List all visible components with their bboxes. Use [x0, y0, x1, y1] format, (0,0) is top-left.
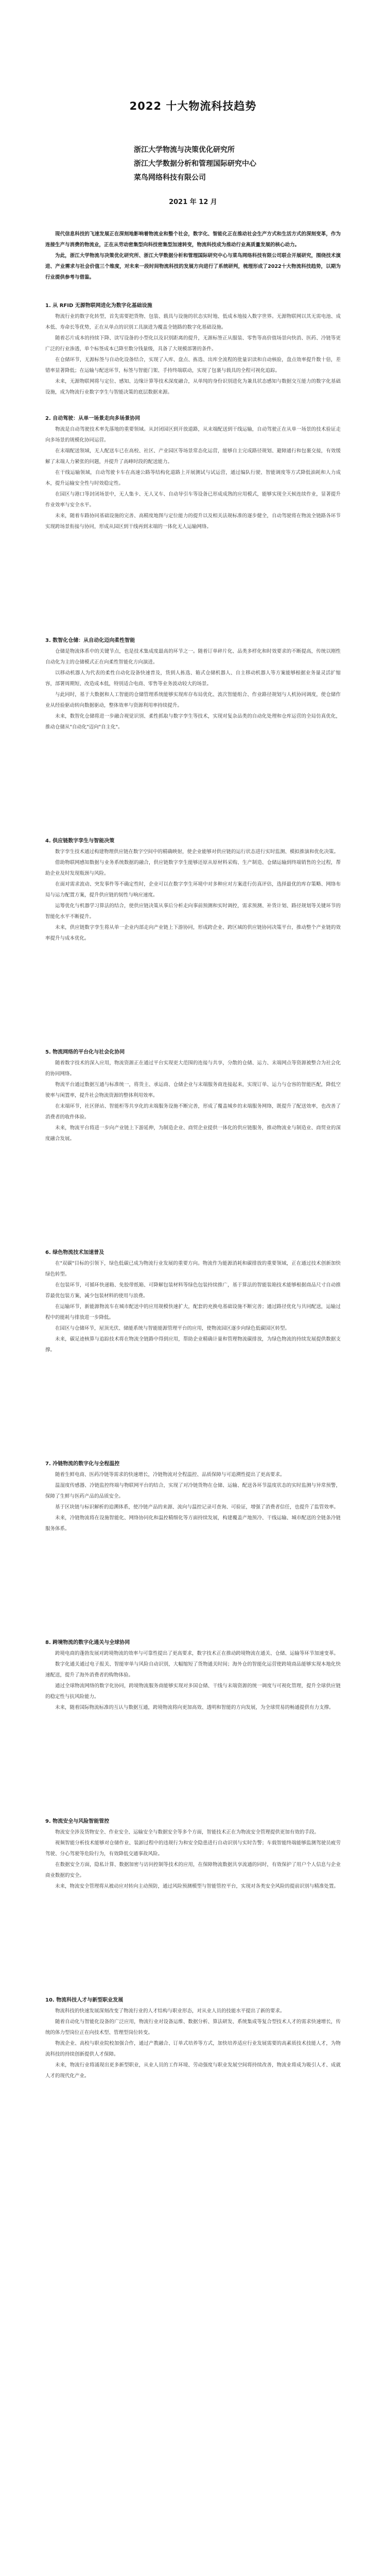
section-paragraph: 在末端配送领域，无人配送车已在高校、社区、产业园区等场景常态化运营，能够自主完成路径规划、避障通行和包裹交接，有效缓解了末端人力紧张的问题，并提升了高峰时段的配送能力。 — [45, 448, 341, 465]
lead-section — [45, 229, 341, 283]
trend-section-10 — [45, 1995, 341, 2081]
section-paragraph: 数字化通关通过电子报关、智能审单与风险自动识别，大幅缩短了货物通关时间；海外仓的智能化运营使跨境商品能够实现本地化快速配送，提升了海外消费者的购物体验。 — [45, 1662, 341, 1678]
section-heading: 10. 物流科技人才与新型职业发展 — [45, 1997, 124, 2003]
section-paragraph: 在园区与港口等封闭场景中，无人集卡、无人叉车、自动导引车等设备已形成成熟的应用模式，能够实现全天候连续作业，显著提升作业效率与安全水平。 — [45, 492, 341, 508]
section-paragraph: 在数据安全方面，隐私计算、数据加密与访问控制等技术的应用，在保障物流数据共享流通的同时，有效保护了用户个人信息与企业商业数据的安全。 — [45, 1862, 341, 1878]
publication-date: 2021 年 12 月 — [169, 198, 217, 206]
section-paragraph: 在面对需求波动、突发事件等不确定性时，企业可以在数字孪生环境中对多种应对方案进行仿真评估，选择最优的库存策略、网络布局与运力配置方案，提升供应链的韧性与响应速度。 — [45, 882, 341, 898]
section-paragraph: 数字孪生技术通过构建物理供应链在数字空间中的精确映射，使企业能够对供应链的运行状态进行实时监测、模拟推演和优化决策。 — [55, 849, 339, 855]
section-paragraph: 视频智能分析技术能够对仓储作业、装卸过程中的违规行为和安全隐患进行自动识别与实时告警；车载智能终端能够监测驾驶员疲劳驾驶、分心驾驶等危险行为，有效降低交通事故风险。 — [45, 1840, 341, 1857]
section-heading: 5. 物流网络的平台化与社会化协同 — [45, 1049, 125, 1055]
trend-section-8 — [45, 1637, 341, 1713]
section-paragraph: 借助物联网感知数据与业务系统数据的融合，供应链数字孪生能够还原从原材料采购、生产制造、仓储运输到终端销售的全过程，帮助企业及时发现瓶颈与风险。 — [45, 860, 341, 876]
section-paragraph: 在运输环节，新能源物流车在城市配送中的应用规模快速扩大，配套的充换电基础设施不断完善；通过路径优化与共同配送，运输过程中的能耗与排放进一步降低。 — [45, 1304, 341, 1320]
section-paragraph: 仓储是物流体系中的关键节点，也是技术集成度最高的环节之一。随着订单碎片化、品类多样化和时效要求的不断提高，传统以刚性自动化为主的仓储模式正在向柔性智能化方向演进。 — [45, 649, 341, 665]
section-heading: 3. 数智化仓储：从自动化迈向柔性智能 — [45, 638, 135, 643]
section-paragraph: 在园区与仓储环节，屋顶光伏、储能系统与智能能源管理平台的应用，使物流园区逐步向绿色低碳园区转型。 — [55, 1326, 290, 1331]
section-paragraph: 运筹优化与机器学习算法的结合，使供应链决策从事后分析走向事前预测和实时调控，需求预测、补货计划、路径规划等关键环节的智能化水平不断提升。 — [45, 903, 341, 920]
section-paragraph: 物流科技的快速发展深刻改变了物流行业的人才结构与职业形态，对从业人员的技能水平提出了新的要求。 — [55, 2008, 285, 2014]
section-heading: 2. 自动驾驶：从单一场景走向多场景协同 — [45, 416, 141, 421]
trend-section-1 — [45, 300, 341, 398]
section-paragraph: 温湿度传感器、冷链监控终端与物联网平台的结合，实现了对冷链货物在仓储、运输、配送各环节温度状态的实时监测与异常预警，保障了生鲜与医药产品的品质安全。 — [45, 1483, 341, 1499]
section-paragraph: 物流企业、高校与职业院校加强合作，通过产教融合、订单式培养等方式，加快培养适应行业发展需要的高素质技术技能人才，为物流科技的持续创新提供人才保障。 — [45, 2041, 341, 2057]
lead-paragraph: 为此，浙江大学物流与决策优化研究所、浙江大学数据分析和管理国际研究中心与菜鸟网络科技有限公司联合开展研究，围绕技术演进、产业需求与社会价值三个维度，对未来一段时间物流科技的发展方向进行了系统研判，梳理形成了2022十大物流科技趋势，以期为行业提供参考与借鉴。 — [45, 253, 341, 280]
trend-section-2 — [45, 413, 341, 532]
section-paragraph: 未来，物流安全管理将从被动应对转向主动预防，通过风险预测模型与智能管控平台，实现对各类安全风险的提前识别与精准处置。 — [55, 1884, 339, 1889]
section-paragraph: 未来，随着车路协同基础设施的完善、高精度地图与定位能力的提升以及相关法规标准的逐步健全，自动驾驶将在物流全链路各环节实现跨场景衔接与协同，形成从园区到干线再到末端的一体化无人运输网络。 — [45, 513, 341, 530]
trend-section-5 — [45, 1047, 341, 1144]
section-heading: 6. 绿色物流技术加速普及 — [45, 1250, 104, 1256]
section-paragraph: 未来，无源物联网将与定位、感知、边缘计算等技术深度融合，从单纯的身份识别进化为兼具状态感知与数据交互能力的数字化基础设施，成为物流行业数字孪生与智能决策的底层数据来源。 — [45, 379, 341, 395]
section-paragraph: 在仓储环节，无源标签与自动化设备结合，实现了入库、盘点、拣选、出库全流程的批量识读和自动核验，盘点效率提升数十倍，差错率显著降低；在运输与配送环节，标签与智能门架、手持终端联动，实现了包裹与载具的全程可视化追踪。 — [45, 357, 341, 374]
section-paragraph: 跨境电商的蓬勃发展对跨境物流的效率与可靠性提出了更高要求，数字技术正在推动跨境物流在通关、仓储、运输等环节加速变革。 — [55, 1651, 339, 1656]
section-paragraph: 物流行业的数字化转型，首先需要把货物、包装、载具与设施的状态实时地、低成本地接入数字世界。无源物联网以其无需电池、成本低、寿命长等优势，正在从单点的识别工具演进为覆盖全链路的数字化基础设施。 — [45, 314, 341, 330]
section-paragraph: 未来，物流平台将进一步向产业链上下游延伸，为制造企业、商贸企业提供一体化的供应链服务，推动物流业与制造业、商贸业的深度融合发展。 — [45, 1125, 341, 1142]
section-paragraph: 随着自动化与智能化设备的广泛应用，物流行业对设备运维、数据分析、算法研发、系统集成等复合型技术人才的需求快速增长，传统的体力型岗位正在向技术型、管理型岗位转变。 — [45, 2019, 341, 2036]
trend-section-7 — [45, 1459, 341, 1534]
organization-name: 浙江大学数据分析和管理国际研究中心 — [134, 160, 256, 168]
section-paragraph: 未来，随着国际物流标准的互认与数据互通，跨境物流将向更加高效、透明和智能的方向发展，为全球贸易的畅通提供有力支撑。 — [55, 1705, 334, 1710]
lead-paragraph: 现代信息科技的飞速发展正在深刻地影响着物流业和整个社会，数字化、智能化正在推动社会生产方式和生活方式的深刻变革，作为连接生产与消费的物流业，正在从劳动密集型向科技密集型加速转变，物流科技成为推动行业高质量发展的核心动力。 — [45, 231, 341, 248]
section-paragraph: 物流平台通过数据互通与标准统一，将货主、承运商、仓储企业与末端服务商连接起来，实现订单、运力与仓容的智能匹配，降低空驶率与闲置率，提升社会物流资源的整体利用效率。 — [45, 1082, 341, 1098]
section-paragraph: 随着芯片成本的持续下降、读写设备的小型化以及识别距离的提升，无源标签正从服装、零售等高价值场景向快消、医药、冷链等更广泛的行业渗透，单个标签成本已降至数分钱量级，具备了大规模部署的条件。 — [45, 335, 341, 352]
section-paragraph: 未来，数智化仓储将进一步融合视觉识别、柔性抓取与数字孪生等技术，实现对复杂品类的自动化处理和仓库运营的全局仿真优化，推动仓储从"自动化"迈向"自主化"。 — [45, 714, 341, 730]
section-paragraph: 在"双碳"目标的引领下，绿色低碳已成为物流行业发展的重要方向。物流作为能源消耗和碳排放的重要领域，正在通过技术创新加快绿色转型。 — [45, 1261, 341, 1277]
organization-list — [134, 143, 341, 185]
section-paragraph: 未来，冷链物流将在设施智能化、网络协同化和温控精细化等方面持续发展，构建覆盖产地预冷、干线运输、城市配送的全链条冷链服务体系。 — [45, 1515, 341, 1532]
organization-name: 菜鸟网络科技有限公司 — [134, 174, 206, 182]
section-heading: 9. 物流安全与风险智能管控 — [45, 1819, 110, 1824]
section-heading: 7. 冷链物流的数字化与全程温控 — [45, 1461, 120, 1467]
section-paragraph: 随着生鲜电商、医药冷链等需求的快速增长，冷链物流对全程温控、品质保障与可追溯性提出了更高要求。 — [55, 1472, 285, 1478]
section-paragraph: 随着数字技术的深入应用，物流资源正在通过平台实现更大范围的连接与共享，分散的仓储、运力、末端网点等资源被整合为社会化的协同网络。 — [45, 1060, 341, 1077]
section-heading: 4. 供应链数字孪生与智能决策 — [45, 838, 115, 844]
organization-name: 浙江大学物流与决策优化研究所 — [134, 146, 235, 154]
section-heading: 8. 跨境物流的数字化通关与全球协同 — [45, 1640, 130, 1646]
section-paragraph: 未来，供应链数字孪生将从单一企业内部走向产业链上下游协同，形成跨企业、跨区域的供应链协同决策平台，推动整个产业链的效率提升与成本优化。 — [45, 925, 341, 941]
document-title: 2022 十大物流科技趋势 — [129, 100, 257, 112]
section-paragraph: 未来，物流行业将涌现出更多新型职业，从业人员的工作环境、劳动强度与职业发展空间将持续改善，物流业将成为吸引人才、成就人才的现代化产业。 — [45, 2062, 341, 2079]
section-paragraph: 以移动机器人为代表的柔性自动化设备快速普及，货到人拣选、箱式仓储机器人、自主移动机器人等方案能够根据业务量灵活扩缩容，部署周期短、改造成本低，特别适合电商、零售等业务波动较大的场景。 — [45, 670, 341, 687]
trend-section-9 — [45, 1816, 341, 1892]
section-heading: 1. 从 RFID 无源物联网进化为数字化基础设施 — [45, 303, 152, 309]
trend-section-4 — [45, 836, 341, 944]
section-paragraph: 基于区块链与标识解析的追溯体系，使冷链产品的来源、流向与温控记录可查询、可验证，增强了消费者信任，也提升了监管效率。 — [55, 1504, 339, 1510]
section-paragraph: 未来，碳足迹核算与追踪技术将在物流全链路中得到应用，帮助企业精确计量和管理物流碳排放，为绿色物流的持续发展提供数据支撑。 — [45, 1336, 341, 1353]
trend-section-3 — [45, 635, 341, 733]
trend-section-6 — [45, 1247, 341, 1355]
section-paragraph: 在末端环节，社区驿站、智能柜等共享化的末端服务设施不断完善，形成了覆盖城乡的末端服务网络，既提升了配送效率，也改善了消费者的收件体验。 — [45, 1104, 341, 1120]
section-paragraph: 通过全球物流网络的数字化协同，跨境物流服务商能够实现对多国仓储、干线与末端资源的统一调度与可视化管理，提升全球供应链的稳定性与抗风险能力。 — [45, 1683, 341, 1700]
section-paragraph: 物流是自动驾驶技术率先落地的重要领域。从封闭园区到开放道路，从末端配送到干线运输，自动驾驶正在从单一场景的技术验证走向多场景的规模化协同运营。 — [45, 427, 341, 443]
section-paragraph: 与此同时，基于大数据和人工智能的仓储管理系统能够实现库存布局优化、波次智能组合、作业路径规划与人机协同调度，使仓储作业从经验驱动转向数据驱动，整体效率与资源利用率持续提升。 — [45, 692, 341, 708]
section-paragraph: 在干线运输领域，自动驾驶卡车在高速公路等结构化道路上开展测试与试运营，通过编队行驶、智能调度等方式降低油耗和人力成本，提升运输安全性与时效稳定性。 — [45, 470, 341, 486]
section-paragraph: 在包装环节，可循环快递箱、免胶带纸箱、可降解包装材料等绿色包装持续推广，基于算法的智能装箱技术能够根据商品尺寸自动推荐最优包装方案，减少包装材料的使用与浪费。 — [45, 1282, 341, 1299]
section-paragraph: 物流安全涉及货物安全、作业安全、运输安全与数据安全等多个方面，智能技术正在为物流安全管理提供更加有效的手段。 — [55, 1829, 320, 1835]
